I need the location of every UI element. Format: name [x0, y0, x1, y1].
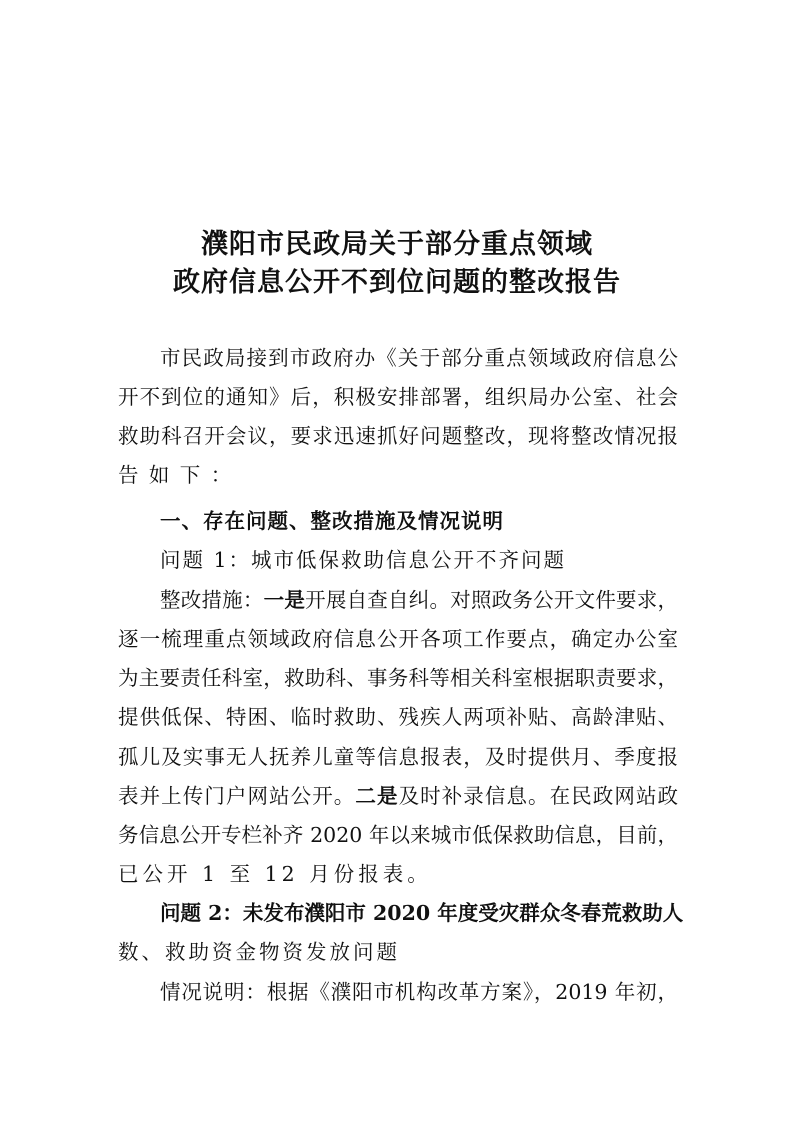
- intro-line: 告如下：: [118, 463, 242, 487]
- measures-line: 已公开 1 至 12 月份报表。: [118, 862, 432, 886]
- measures-text: 表并上传门户网站公开。: [118, 784, 356, 808]
- explanation-line: 情况说明：根据《濮阳市机构改革方案》，2019 年初，: [160, 980, 678, 1004]
- measures-line: 为主要责任科室，救助科、事务科等相关科室根据职责要求，: [118, 666, 678, 690]
- measures-text: 开展自查自纠。对照政务公开文件要求，: [305, 588, 679, 612]
- measures-line: 孤儿及实事无人抚养儿童等信息报表，及时提供月、季度报: [118, 745, 678, 769]
- second-marker: 二是: [355, 784, 399, 808]
- intro-line: 开不到位的通知》后，积极安排部署，组织局办公室、社会: [118, 385, 678, 409]
- measures-line: [118, 777, 678, 816]
- document-title-line-1: 濮阳市民政局关于部分重点领域: [201, 229, 593, 260]
- measures-line: 提供低保、特困、临时救助、残疾人两项补贴、高龄津贴、: [118, 705, 678, 729]
- section-heading: 一、存在问题、整改措施及情况说明: [160, 509, 504, 533]
- intro-line: 救助科召开会议，要求迅速抓好问题整改，现将整改情况报: [118, 424, 678, 448]
- measures-text: 及时补录信息。在民政网站政: [398, 784, 679, 808]
- first-marker: 一是: [263, 588, 306, 612]
- measures-label: 整改措施：: [160, 588, 264, 612]
- problem-2-title: 数、救助资金物资发放问题: [118, 940, 400, 964]
- intro-line: 市民政局接到市政府办《关于部分重点领域政府信息公: [160, 346, 678, 370]
- problem-2-title: 问题 2：未发布濮阳市 2020 年度受灾群众冬春荒救助人: [160, 901, 684, 925]
- measures-line: 逐一梳理重点领域政府信息公开各项工作要点，确定办公室: [118, 627, 678, 651]
- measures-line: [160, 581, 678, 620]
- document-title-line-2: 政府信息公开不到位问题的整改报告: [173, 267, 621, 298]
- measures-line: 务信息公开专栏补齐 2020 年以来城市低保救助信息，目前，: [118, 823, 678, 847]
- problem-1-title: 问题 1：城市低保救助信息公开不齐问题: [160, 548, 567, 572]
